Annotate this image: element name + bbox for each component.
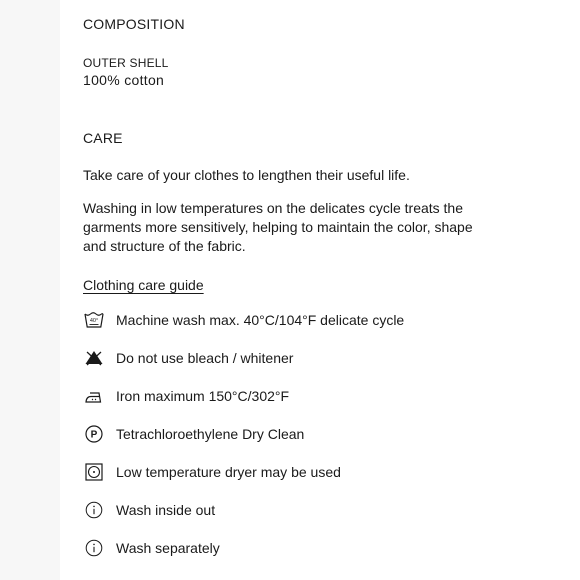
- info-icon: [83, 537, 105, 559]
- outer-shell-label: OUTER SHELL: [83, 56, 169, 70]
- care-instruction-label: Iron maximum 150°C/302°F: [116, 388, 290, 404]
- care-instruction-label: Tetrachloroethylene Dry Clean: [116, 426, 305, 442]
- care-instruction-no-bleach: [83, 347, 503, 369]
- wash-temperature-badge: 40°: [89, 318, 99, 324]
- care-instruction-iron: [83, 385, 503, 407]
- care-paragraph: Washing in low temperatures on the delicates cycle treats the garments more sensitively, helping to maintain the color, shape and structure of the fabric.: [83, 200, 473, 254]
- care-instruction-label: Do not use bleach / whitener: [116, 350, 294, 366]
- care-intro: Take care of your clothes to lengthen their useful life.: [83, 167, 410, 183]
- dry-clean-p-icon: [83, 423, 105, 445]
- clothing-care-guide-link[interactable]: Clothing care guide: [83, 277, 204, 293]
- iron-icon: [83, 385, 105, 407]
- care-instruction-label: Machine wash max. 40°C/104°F delicate cycle: [116, 312, 405, 328]
- tumble-dry-icon: [83, 461, 105, 483]
- wash-tub-icon: [83, 309, 105, 331]
- composition-material: 100% cotton: [83, 72, 165, 88]
- care-heading: CARE: [83, 130, 123, 146]
- care-instruction-label: Low temperature dryer may be used: [116, 464, 341, 480]
- no-bleach-icon: [83, 347, 105, 369]
- care-instruction-tumble-dry: [83, 461, 503, 483]
- info-icon: [83, 499, 105, 521]
- composition-heading: COMPOSITION: [83, 16, 185, 32]
- dry-clean-badge: P: [90, 429, 98, 441]
- care-instruction-wash-separately: [83, 537, 503, 559]
- care-instruction-wash-inside-out: [83, 499, 503, 521]
- care-instruction-label: Wash separately: [116, 540, 220, 556]
- care-instruction-label: Wash inside out: [116, 502, 216, 518]
- care-instruction-machine-wash: [83, 309, 503, 331]
- care-instruction-dry-clean: [83, 423, 503, 445]
